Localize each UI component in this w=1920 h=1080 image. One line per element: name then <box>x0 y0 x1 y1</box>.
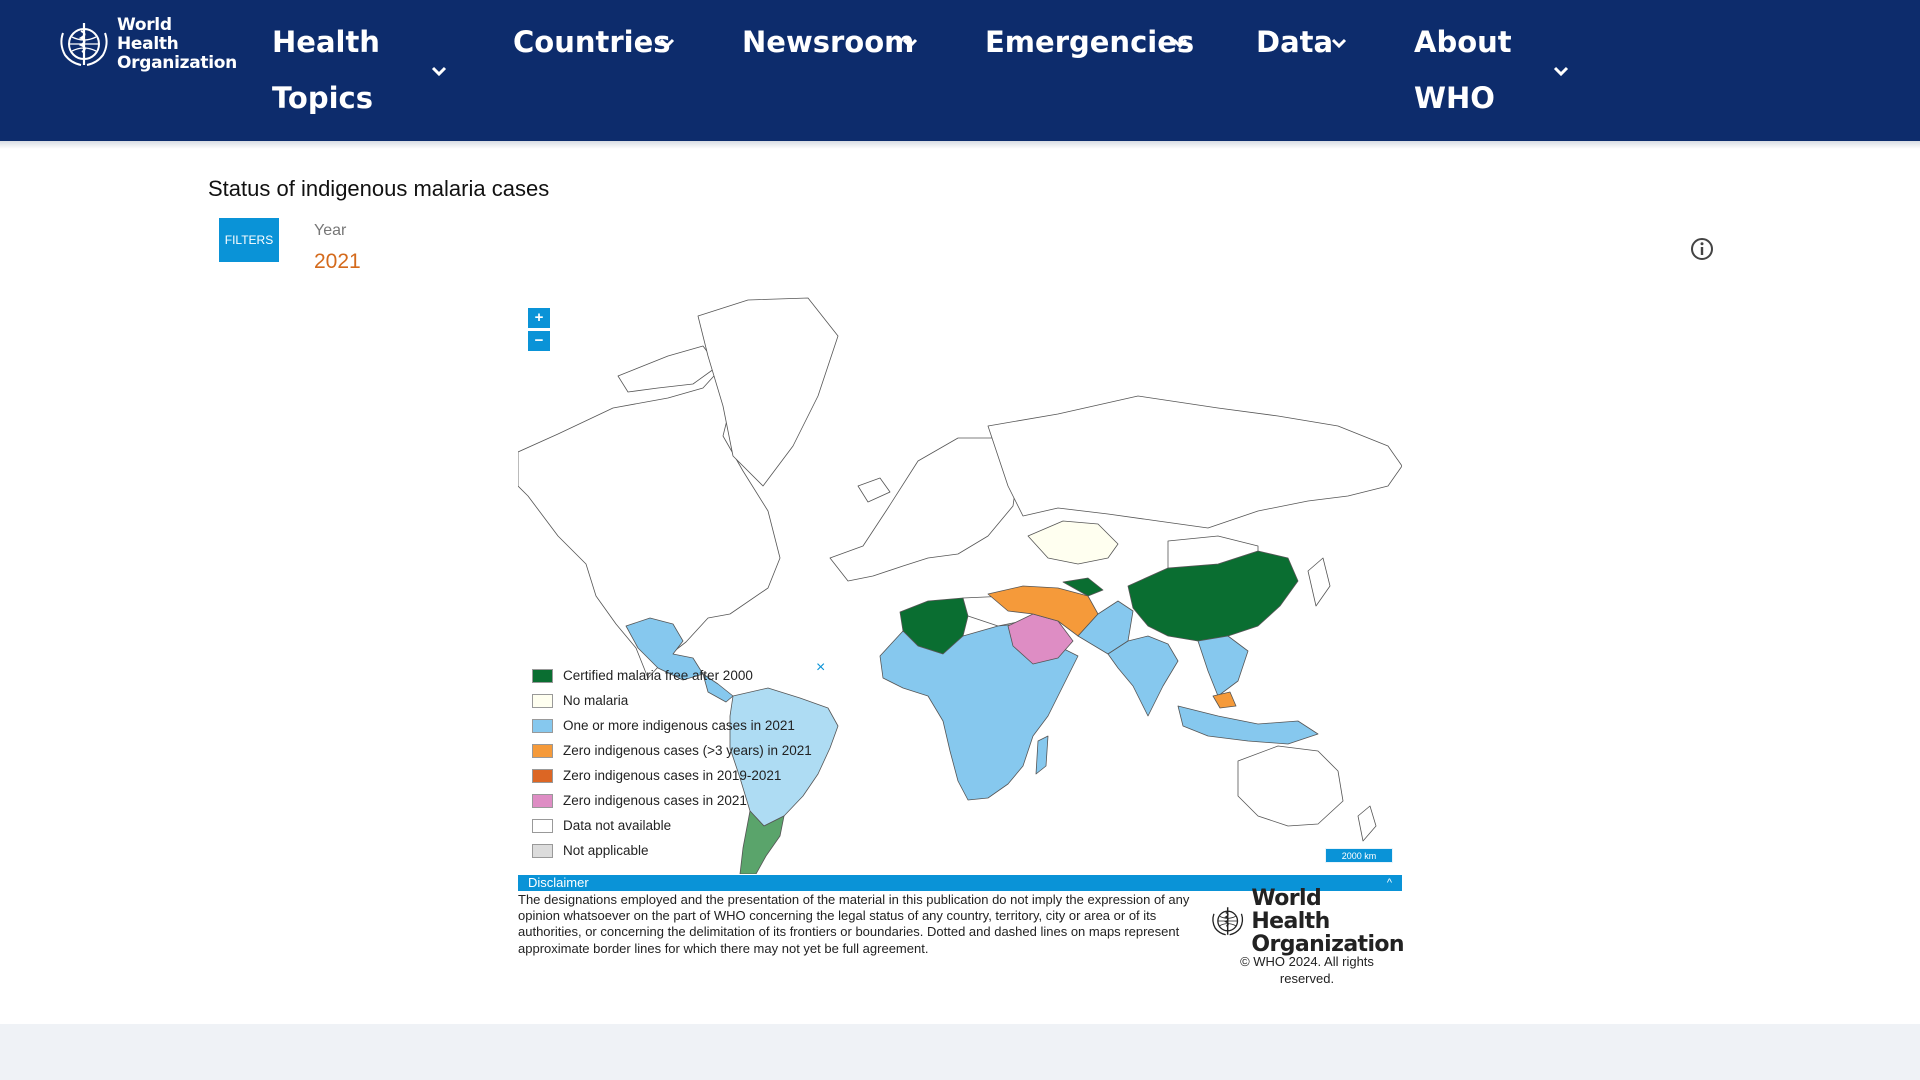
legend-swatch <box>532 819 553 833</box>
header-shadow <box>0 141 1920 149</box>
legend-label: Zero indigenous cases in 2021 <box>563 793 747 808</box>
chevron-down-icon[interactable] <box>901 34 919 52</box>
chevron-down-icon[interactable] <box>430 62 448 80</box>
legend-close-icon[interactable]: × <box>816 659 826 676</box>
madagascar <box>1036 736 1048 774</box>
legend-label: One or more indigenous cases in 2021 <box>563 718 795 733</box>
disclaimer-text: The designations employed and the presentation of the material in this publication do not imply the expression of any opinion whatsoever on the part of WHO concerning the legal status of any country, territory, city or area or of its authorities, or concerning the delimitation of its frontiers or boundaries. Dotted and dashed lines on maps represent approximate border lines for which there may not yet be full agreement. <box>518 892 1190 956</box>
nav-newsroom[interactable] <box>742 14 914 70</box>
info-icon[interactable] <box>1690 237 1714 261</box>
who-emblem-icon <box>1210 892 1245 950</box>
zoom-out-button[interactable]: − <box>528 331 550 351</box>
map-legend <box>532 663 812 863</box>
who-logo[interactable] <box>57 14 237 73</box>
legend-item <box>532 738 812 763</box>
nav-about-who-line-1: About <box>1414 25 1512 59</box>
chevron-down-icon[interactable] <box>658 34 676 52</box>
legend-swatch <box>532 769 553 783</box>
malaysia-orange <box>1213 692 1236 708</box>
legend-item <box>532 713 812 738</box>
top-navigation-bar <box>0 0 1920 141</box>
legend-swatch <box>532 694 553 708</box>
legend-label: Not applicable <box>563 843 649 858</box>
chevron-down-icon[interactable] <box>1552 62 1570 80</box>
nav-about-who[interactable] <box>1414 14 1512 126</box>
nav-emergencies-label: Emergencies <box>985 25 1195 59</box>
legend-swatch <box>532 669 553 683</box>
legend-label: Zero indigenous cases in 2019-2021 <box>563 768 782 783</box>
nav-data[interactable] <box>1256 14 1333 70</box>
nav-emergencies[interactable] <box>985 14 1194 70</box>
southeast-asia <box>1198 636 1248 696</box>
legend-swatch <box>532 719 553 733</box>
legend-item <box>532 838 812 863</box>
legend-label: No malaria <box>563 693 629 708</box>
logo-line-1: World Health <box>117 14 179 54</box>
chevron-down-icon[interactable] <box>1171 34 1189 52</box>
legend-item <box>532 763 812 788</box>
iceland <box>858 478 890 502</box>
india <box>1108 636 1178 716</box>
indonesia <box>1178 706 1318 744</box>
central-asia <box>1028 521 1118 564</box>
japan <box>1308 558 1330 606</box>
legend-swatch <box>532 744 553 758</box>
legend-item <box>532 688 812 713</box>
arctic-islands <box>618 346 718 392</box>
copyright-text: © WHO 2024. All rights reserved. <box>1240 954 1374 986</box>
legend-swatch <box>532 794 553 808</box>
nav-countries-label: Countries <box>513 25 671 59</box>
legend-swatch <box>532 844 553 858</box>
russia <box>988 396 1402 528</box>
nav-health-topics-line-2: Topics <box>272 81 374 115</box>
logo-line-2: Organization <box>117 52 237 73</box>
who-logo-footer-text <box>1251 887 1404 956</box>
disclaimer-toggle-icon[interactable]: ^ <box>1386 877 1392 889</box>
nav-health-topics[interactable] <box>272 14 380 126</box>
year-filter-value[interactable]: 2021 <box>314 250 361 273</box>
who-logo-text <box>117 16 237 73</box>
nav-data-label: Data <box>1256 25 1334 59</box>
nav-about-who-line-2: WHO <box>1414 81 1495 115</box>
footer-logo-line-2: Organization <box>1251 931 1404 957</box>
who-emblem-icon <box>57 19 111 69</box>
nav-health-topics-line-1: Health <box>272 25 380 59</box>
filters-button[interactable]: FILTERS <box>219 218 279 262</box>
australia <box>1238 746 1343 826</box>
map-scale-bar: 2000 km <box>1325 848 1393 863</box>
page-footer-band <box>0 1024 1920 1080</box>
zoom-in-button[interactable]: + <box>528 308 550 328</box>
year-filter-label: Year <box>314 222 347 239</box>
legend-item <box>532 788 812 813</box>
nav-countries[interactable] <box>513 14 671 70</box>
europe <box>830 438 1018 581</box>
legend-label: Data not available <box>563 818 672 833</box>
legend-item <box>532 813 812 838</box>
legend-item <box>532 663 812 688</box>
new-zealand <box>1358 806 1376 841</box>
page-title: Status of indigenous malaria cases <box>208 176 550 201</box>
who-logo-footer <box>1210 885 1404 957</box>
legend-label: Certified malaria free after 2000 <box>563 668 753 683</box>
legend-label: Zero indigenous cases (>3 years) in 2021 <box>563 743 812 758</box>
nav-newsroom-label: Newsroom <box>742 25 915 59</box>
footer-logo-line-1: World Health <box>1251 885 1330 934</box>
chevron-down-icon[interactable] <box>1330 34 1348 52</box>
disclaimer-label: Disclaimer <box>528 875 589 890</box>
